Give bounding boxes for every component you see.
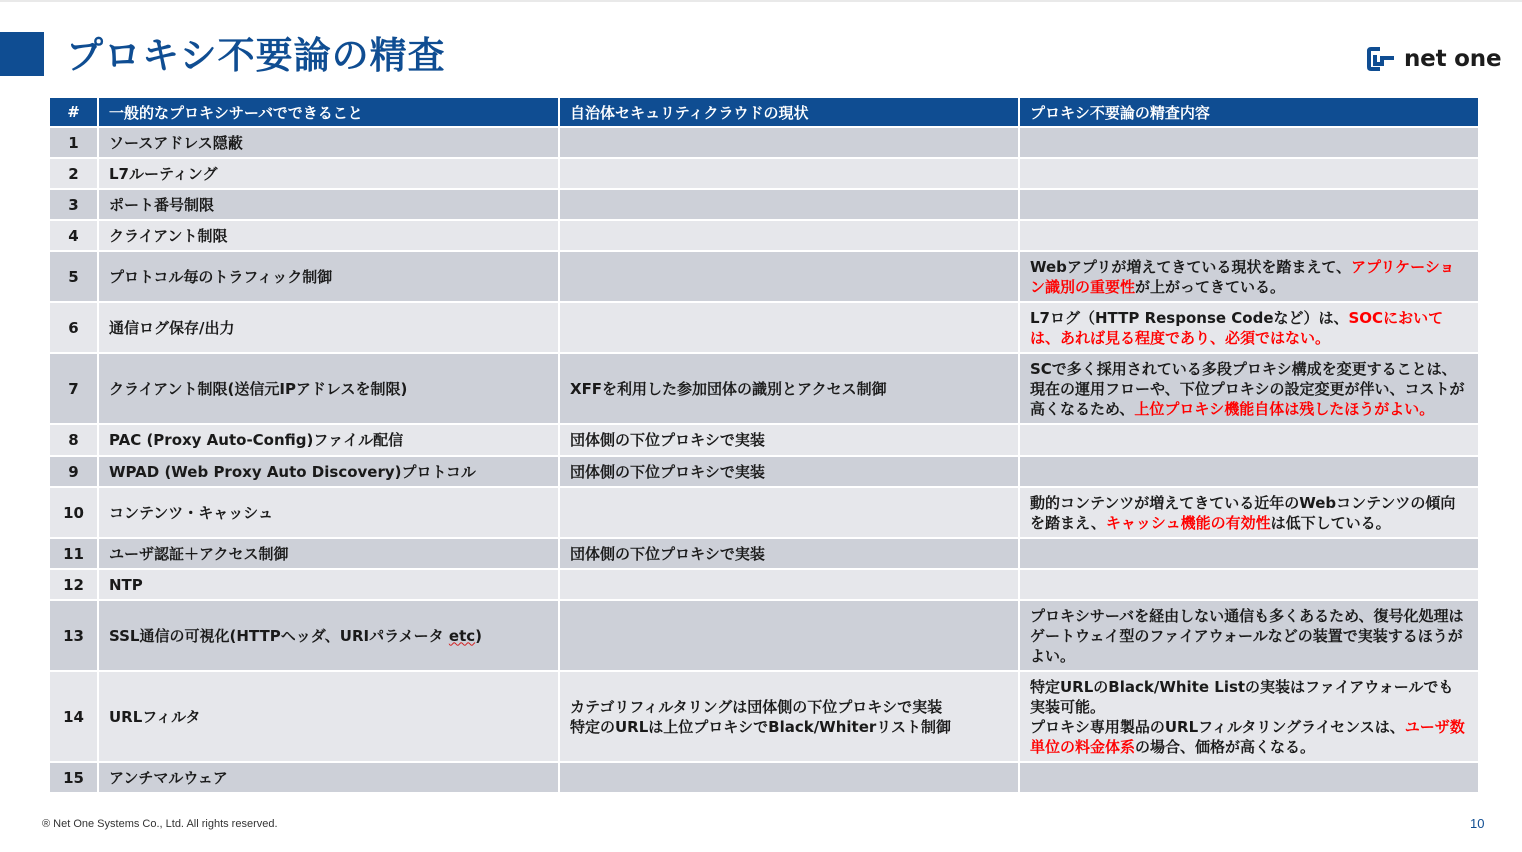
page-title: プロキシ不要論の精査 xyxy=(66,34,446,77)
review-text: プロキシサーバを経由しない通信も多くあるため、復号化処理はゲートウェイ型のファイアウォールなどの装置で実装するほうがよい。 xyxy=(1030,606,1464,665)
company-logo xyxy=(1366,44,1501,74)
review-text: プロキシ専用製品のURLフィルタリングライセンスは、 xyxy=(1030,717,1405,736)
highlighted-text: アプリケーション識別の重要性 xyxy=(1030,257,1455,296)
review-content-cell xyxy=(1019,158,1479,189)
proxy-review-table xyxy=(48,96,1480,794)
table-row xyxy=(49,127,1479,158)
current-status-cell xyxy=(559,487,1019,538)
table-header-row xyxy=(49,97,1479,127)
logo-text: net one xyxy=(1404,46,1502,72)
current-status-cell xyxy=(559,189,1019,220)
header-proxy-capability: 一般的なプロキシサーバでできること xyxy=(98,97,559,127)
current-status-cell xyxy=(559,127,1019,158)
review-content-cell xyxy=(1019,487,1479,538)
table-row xyxy=(49,158,1479,189)
current-status-cell xyxy=(559,569,1019,600)
capability-text: SSL通信の可視化(HTTPヘッダ、URIパラメータ xyxy=(109,626,449,645)
review-text: Webアプリが増えてきている現状を踏まえて、 xyxy=(1030,257,1352,276)
current-status-cell xyxy=(559,671,1019,762)
current-status-cell xyxy=(559,600,1019,671)
proxy-capability-cell: プロトコル毎のトラフィック制御 xyxy=(98,251,559,302)
current-status-cell xyxy=(559,302,1019,353)
proxy-capability-cell: コンテンツ・キャッシュ xyxy=(98,487,559,538)
header-current-status: 自治体セキュリティクラウドの現状 xyxy=(559,97,1019,127)
header-number: # xyxy=(49,97,98,127)
table-row xyxy=(49,538,1479,569)
row-number: 15 xyxy=(49,762,98,793)
table-row xyxy=(49,424,1479,456)
review-text: は低下している。 xyxy=(1270,513,1391,532)
row-number: 3 xyxy=(49,189,98,220)
row-number: 4 xyxy=(49,220,98,251)
row-number: 14 xyxy=(49,671,98,762)
proxy-capability-cell: URLフィルタ xyxy=(98,671,559,762)
review-text: L7ログ（HTTP Response Codeなど）は、 xyxy=(1030,308,1349,327)
table-row xyxy=(49,189,1479,220)
current-status-cell xyxy=(559,220,1019,251)
proxy-capability-cell xyxy=(98,600,559,671)
row-number: 11 xyxy=(49,538,98,569)
title-accent-block xyxy=(0,32,44,76)
review-content-cell xyxy=(1019,762,1479,793)
current-status-cell xyxy=(559,762,1019,793)
proxy-capability-cell: ポート番号制限 xyxy=(98,189,559,220)
current-status-cell: 団体側の下位プロキシで実装 xyxy=(559,538,1019,569)
current-status-cell xyxy=(559,158,1019,189)
review-content-cell xyxy=(1019,671,1479,762)
proxy-capability-cell: WPAD (Web Proxy Auto Discovery)プロトコル xyxy=(98,456,559,487)
row-number: 9 xyxy=(49,456,98,487)
copyright-text: ® Net One Systems Co., Ltd. All rights reserved. xyxy=(42,818,278,830)
spellcheck-underlined-text: etc xyxy=(448,626,476,645)
top-rule xyxy=(0,0,1522,2)
review-content-cell xyxy=(1019,424,1479,456)
highlighted-text: SOCにおいては、あれば見る程度であり、必須ではない。 xyxy=(1030,308,1444,347)
capability-text-end: ) xyxy=(475,626,482,645)
review-content-cell xyxy=(1019,600,1479,671)
row-number: 10 xyxy=(49,487,98,538)
table-row xyxy=(49,302,1479,353)
review-text: が上がってきている。 xyxy=(1135,277,1286,296)
table-row xyxy=(49,456,1479,487)
table-row xyxy=(49,220,1479,251)
table-row xyxy=(49,762,1479,793)
page-number: 10 xyxy=(1470,816,1485,831)
proxy-capability-cell: PAC (Proxy Auto-Config)ファイル配信 xyxy=(98,424,559,456)
review-content-cell xyxy=(1019,569,1479,600)
net-one-logo-mark-icon xyxy=(1366,45,1396,73)
row-number: 13 xyxy=(49,600,98,671)
highlighted-text: ユーザ数単位の料金体系 xyxy=(1030,717,1465,756)
row-number: 8 xyxy=(49,424,98,456)
proxy-capability-cell: クライアント制限(送信元IPアドレスを制限) xyxy=(98,353,559,424)
current-status-cell: 団体側の下位プロキシで実装 xyxy=(559,456,1019,487)
current-status-cell: 団体側の下位プロキシで実装 xyxy=(559,424,1019,456)
proxy-capability-cell: クライアント制限 xyxy=(98,220,559,251)
status-line: 特定のURLは上位プロキシでBlack/Whiterリスト制御 xyxy=(570,717,951,736)
proxy-capability-cell: L7ルーティング xyxy=(98,158,559,189)
row-number: 12 xyxy=(49,569,98,600)
review-content-cell xyxy=(1019,538,1479,569)
review-content-cell xyxy=(1019,220,1479,251)
highlighted-text: キャッシュ機能の有効性 xyxy=(1105,513,1271,532)
table-row xyxy=(49,600,1479,671)
review-content-cell xyxy=(1019,251,1479,302)
review-text: 特定URLのBlack/White Listの実装はファイアウォールでも実装可能。 xyxy=(1030,677,1454,716)
current-status-cell: XFFを利用した参加団体の識別とアクセス制御 xyxy=(559,353,1019,424)
review-content-cell xyxy=(1019,302,1479,353)
status-line: カテゴリフィルタリングは団体側の下位プロキシで実装 xyxy=(570,697,943,716)
row-number: 6 xyxy=(49,302,98,353)
row-number: 2 xyxy=(49,158,98,189)
proxy-capability-cell: アンチマルウェア xyxy=(98,762,559,793)
proxy-capability-cell: 通信ログ保存/出力 xyxy=(98,302,559,353)
row-number: 7 xyxy=(49,353,98,424)
current-status-cell xyxy=(559,251,1019,302)
proxy-capability-cell: ユーザ認証＋アクセス制御 xyxy=(98,538,559,569)
table-row xyxy=(49,569,1479,600)
row-number: 5 xyxy=(49,251,98,302)
table-row xyxy=(49,353,1479,424)
table-row xyxy=(49,671,1479,762)
review-content-cell xyxy=(1019,127,1479,158)
row-number: 1 xyxy=(49,127,98,158)
review-content-cell xyxy=(1019,189,1479,220)
highlighted-text: 上位プロキシ機能自体は残したほうがよい。 xyxy=(1134,399,1435,418)
review-text: SCで多く採用されている多段プロキシ構成を変更することは、現在の運用フローや、下位プロキシの設定変更が伴い、コストが高くなるため、 xyxy=(1030,359,1465,418)
review-text: の場合、価格が高くなる。 xyxy=(1135,737,1316,756)
review-content-cell xyxy=(1019,456,1479,487)
table-row xyxy=(49,487,1479,538)
review-text: 動的コンテンツが増えてきている近年のWebコンテンツの傾向を踏まえ、 xyxy=(1030,493,1456,532)
header-review-content: プロキシ不要論の精査内容 xyxy=(1019,97,1479,127)
proxy-capability-cell: NTP xyxy=(98,569,559,600)
proxy-capability-cell: ソースアドレス隠蔽 xyxy=(98,127,559,158)
review-content-cell xyxy=(1019,353,1479,424)
table-row xyxy=(49,251,1479,302)
